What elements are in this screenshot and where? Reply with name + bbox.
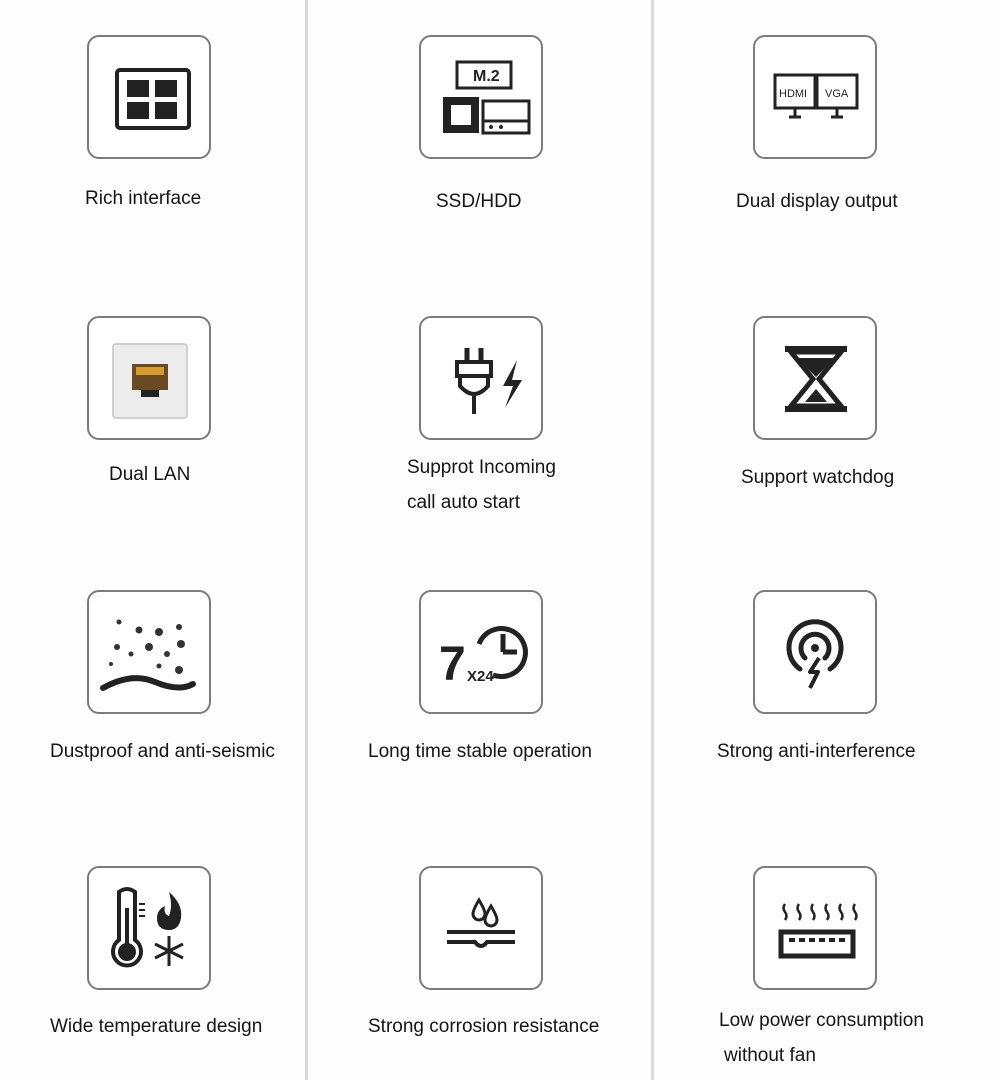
corrosion-resistance-tile [419, 866, 543, 990]
feature-label: Dual display output [736, 191, 898, 212]
plug-lightning-icon [421, 318, 541, 438]
stable-operation-tile [419, 590, 543, 714]
grid-interface-icon [89, 37, 209, 157]
ethernet-port-icon [89, 318, 209, 438]
svg-text:HDMI: HDMI [779, 88, 808, 100]
feature-label-line2: without fan [724, 1045, 816, 1066]
hourglass-icon [755, 318, 875, 438]
thermometer-flame-snowflake-icon [89, 868, 209, 988]
svg-text:M.2: M.2 [473, 68, 500, 85]
signal-interference-icon [755, 592, 875, 712]
dustproof-tile [87, 590, 211, 714]
svg-text:7: 7 [439, 638, 466, 691]
dual-lan-tile [87, 316, 211, 440]
water-drops-surface-icon [421, 868, 541, 988]
dust-wave-icon [89, 592, 209, 712]
feature-label: Wide temperature design [50, 1016, 263, 1037]
ssd-hdd-tile [419, 35, 543, 159]
anti-interference-tile [753, 590, 877, 714]
feature-label-line1: Supprot Incoming [407, 457, 556, 478]
feature-label: Strong corrosion resistance [368, 1016, 600, 1037]
fanless-heat-sink-icon [755, 868, 875, 988]
feature-label-line1: Low power consumption [719, 1010, 924, 1031]
feature-label: SSD/HDD [436, 191, 522, 212]
watchdog-tile [753, 316, 877, 440]
feature-label: Dustproof and anti-seismic [50, 741, 275, 762]
dual-monitor-icon [755, 37, 875, 157]
feature-label-line2: call auto start [407, 492, 520, 513]
clock-7x24-icon [421, 592, 541, 712]
feature-label: Support watchdog [741, 467, 895, 488]
low-power-tile [753, 866, 877, 990]
incoming-call-tile [419, 316, 543, 440]
feature-label: Long time stable operation [368, 741, 592, 762]
dual-display-tile [753, 35, 877, 159]
feature-label: Strong anti-interference [717, 741, 916, 762]
svg-text:VGA: VGA [825, 88, 849, 100]
svg-text:X24: X24 [467, 668, 494, 685]
feature-label: Dual LAN [109, 464, 191, 485]
rich-interface-tile [87, 35, 211, 159]
feature-label: Rich interface [85, 188, 202, 209]
column-divider-left [305, 0, 308, 1080]
wide-temperature-tile [87, 866, 211, 990]
column-divider-right [651, 0, 654, 1080]
m2-ssd-hdd-icon [421, 37, 541, 157]
